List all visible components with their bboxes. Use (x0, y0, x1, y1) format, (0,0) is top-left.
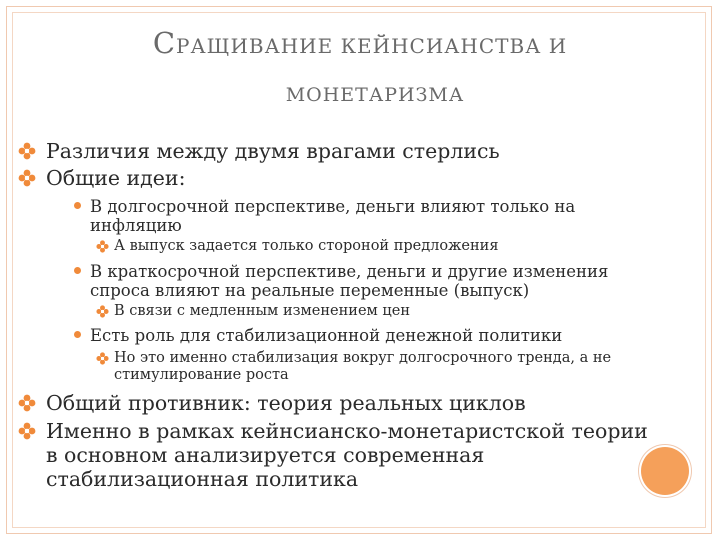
dot-bullet-icon (74, 197, 90, 209)
flower-bullet-icon (18, 419, 46, 440)
dot-bullet-icon (74, 262, 90, 274)
decorative-circle (641, 447, 689, 495)
slide-title-line1 (0, 26, 720, 60)
bullet-item (18, 166, 186, 190)
flower-bullet-icon (96, 238, 114, 253)
bullet-item (96, 238, 499, 255)
bullet-item (96, 350, 611, 384)
bullet-text: Общие идеи: (46, 166, 186, 190)
bullet-item (74, 262, 608, 300)
bullet-text: Есть роль для стабилизационной денежной политики (90, 326, 563, 345)
title-capital-letter: С (152, 26, 177, 60)
flower-bullet-icon (18, 139, 46, 160)
bullet-text: Но это именно стабилизация вокруг долгосрочного тренда, а не стимулирование роста (114, 350, 612, 383)
bullet-item (74, 326, 562, 345)
bullet-item (96, 303, 410, 320)
slide-title-line2: МОНЕТАРИЗМА (285, 84, 465, 106)
bullet-text: Общий противник: теория реальных циклов (46, 391, 526, 415)
bullet-text: Различия между двумя врагами стерлись (46, 139, 500, 163)
bullet-item (74, 197, 575, 235)
bullet-item (18, 139, 500, 163)
flower-bullet-icon (96, 303, 114, 318)
flower-bullet-icon (18, 391, 46, 412)
dot-bullet-icon (74, 326, 90, 338)
bullet-text: А выпуск задается только стороной предложения (114, 238, 499, 254)
bullet-text: В долгосрочной перспективе, деньги влияют только на инфляцию (90, 197, 576, 235)
bullet-text: Именно в рамках кейнсианско-монетаристской теории в основном анализируется современная стабилизационная политика (46, 419, 648, 491)
bullet-item (18, 391, 526, 415)
flower-bullet-icon (18, 166, 46, 187)
bullet-text: В связи с медленным изменением цен (114, 303, 410, 319)
title-line1-text: РАЩИВАНИЕ КЕЙНСИАНСТВА И (176, 34, 568, 58)
bullet-text: В краткосрочной перспективе, деньги и другие изменения спроса влияют на реальные переменные (выпуск) (90, 262, 609, 300)
bullet-item (18, 419, 648, 491)
flower-bullet-icon (96, 350, 114, 365)
